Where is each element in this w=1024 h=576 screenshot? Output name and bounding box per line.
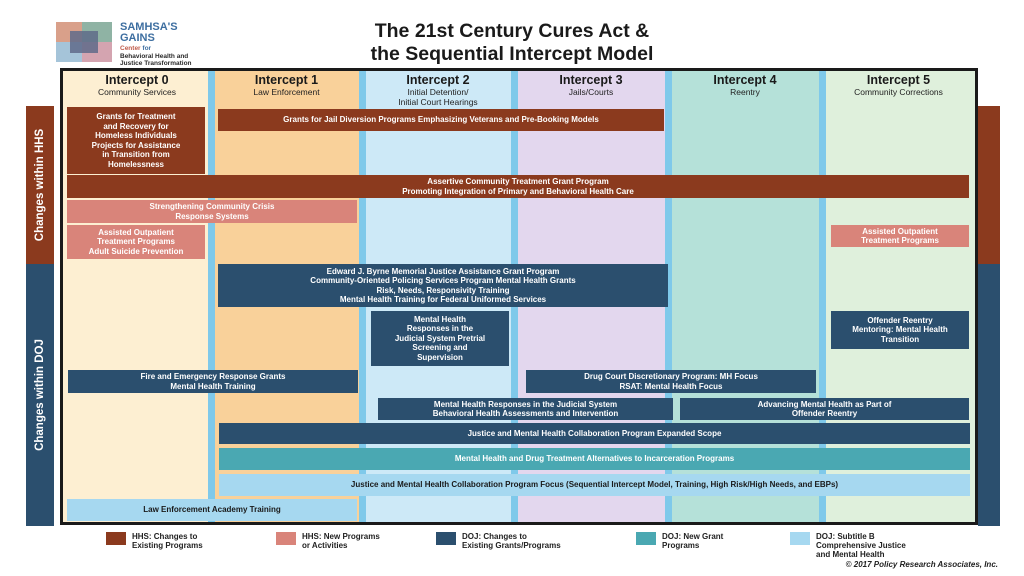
program-line: Homelessness <box>107 159 164 169</box>
program-jmhcp-focus <box>219 474 970 496</box>
program-line: Responses in the <box>406 324 474 334</box>
program-line: Mentoring: Mental Health <box>852 325 948 335</box>
program-line: Projects for Assistance <box>91 140 181 150</box>
program-aot-suicide-prevention <box>67 225 205 259</box>
intercept-3-subtitle: Jails/Courts <box>568 87 614 97</box>
program-assertive-community-treatment <box>67 175 969 198</box>
legend-line: HHS: New Programs <box>302 532 380 541</box>
column-separator <box>208 71 215 522</box>
program-line: Offender Reentry <box>791 409 858 418</box>
program-line: Grants for Jail Diversion Programs Emphasizing Veterans and Pre-Booking Models <box>283 115 599 125</box>
program-line: Community-Oriented Policing Services Program Mental Health Grants <box>310 276 576 285</box>
program-line: and Recovery for <box>103 121 169 131</box>
intercept-1-header <box>211 73 362 97</box>
program-line: Transition <box>880 334 920 344</box>
doj-side-text: Changes within DOJ <box>34 339 46 451</box>
legend-label <box>302 532 422 550</box>
intercept-4-title: Intercept 4 <box>713 73 777 87</box>
program-homeless-grants <box>67 107 205 174</box>
intercept-0-subtitle: Community Services <box>98 87 176 97</box>
doj-side-bar-right <box>978 264 1000 526</box>
intercept-4-header <box>668 73 822 97</box>
program-line: Adult Suicide Prevention <box>88 246 184 256</box>
program-line: Law Enforcement Academy Training <box>143 505 281 515</box>
hhs-side-text: Changes within HHS <box>34 128 46 242</box>
legend-line: Comprehensive Justice <box>816 541 906 550</box>
legend-line: Existing Grants/Programs <box>462 541 561 550</box>
logo-sub-line2: Behavioral Health and <box>120 52 189 60</box>
intercept-5-subtitle: Community Corrections <box>854 87 943 97</box>
program-line: Response Systems <box>175 211 249 221</box>
legend-line: and Mental Health <box>816 550 885 559</box>
program-offender-reentry-mentoring <box>831 311 969 349</box>
program-line: Supervision <box>417 352 463 362</box>
intercept-4-subtitle: Reentry <box>730 87 760 97</box>
program-line: RSAT: Mental Health Focus <box>619 381 723 391</box>
legend-swatch <box>276 532 296 545</box>
page-title <box>280 20 744 66</box>
program-line: Assisted Outpatient <box>862 226 938 236</box>
program-line: Edward J. Byrne Memorial Justice Assistance Grant Program <box>326 266 560 276</box>
legend-swatch <box>106 532 126 545</box>
logo-sub-line3: Justice Transformation <box>120 60 192 67</box>
hhs-side-label <box>26 106 54 264</box>
program-line: Offender Reentry <box>867 315 933 325</box>
legend-line: Programs <box>662 541 700 550</box>
logo-name <box>120 22 178 44</box>
legend-label <box>662 532 782 550</box>
program-line: Risk, Needs, Responsivity Training <box>376 285 510 295</box>
program-line: Assertive Community Treatment Grant Program <box>427 177 609 186</box>
program-alternatives-to-incarceration <box>219 448 970 470</box>
program-line: Homeless Individuals <box>95 131 177 140</box>
intercept-5-header <box>822 73 975 97</box>
program-line: Mental Health Training for Federal Uniformed Services <box>339 295 547 304</box>
program-line: Strengthening Community Crisis <box>149 202 275 211</box>
program-line: Judicial System Pretrial <box>394 333 486 343</box>
logo-sub-line1b: for <box>142 45 152 52</box>
legend-line: or Activities <box>302 541 348 550</box>
logo-sub-line1: Center <box>120 45 141 52</box>
program-jail-diversion-grants <box>218 109 664 131</box>
program-line: Treatment Programs <box>861 236 939 245</box>
legend-swatch <box>436 532 456 545</box>
legend-line: Existing Programs <box>132 541 203 550</box>
intercept-1-subtitle: Law Enforcement <box>253 87 320 97</box>
program-line: Assisted Outpatient <box>98 227 174 237</box>
legend-label <box>816 532 936 559</box>
legend-line: DOJ: Changes to <box>462 532 527 541</box>
copyright-notice: © 2017 Policy Research Associates, Inc. <box>845 560 998 569</box>
intercept-2-subtitle-1: Initial Detention/ <box>407 87 469 97</box>
program-fire-emergency-grants <box>68 370 358 393</box>
logo-subtitle <box>120 45 250 68</box>
program-line: Treatment Programs <box>97 237 175 247</box>
program-line: in Transition from <box>102 150 170 159</box>
doj-side-label <box>26 264 54 526</box>
program-advancing-mental-health-reentry <box>680 398 969 420</box>
program-byrne-jag <box>218 264 668 307</box>
legend-line: HHS: Changes to <box>132 532 198 541</box>
intercept-2-title: Intercept 2 <box>406 73 470 87</box>
intercept-0-title: Intercept 0 <box>105 73 169 87</box>
program-drug-court-rsat <box>526 370 816 393</box>
program-line: Behavioral Health Assessments and Intervention <box>432 409 619 418</box>
intercept-1-title: Intercept 1 <box>254 73 319 87</box>
program-law-enforcement-academy <box>67 499 357 521</box>
intercept-0-header <box>63 73 211 97</box>
title-line2: the Sequential Intercept Model <box>370 43 654 65</box>
intercept-3-header <box>514 73 668 97</box>
logo-name-line1: SAMHSA'S <box>120 21 178 33</box>
program-judicial-system-assessments <box>378 398 673 420</box>
intercept-3-title: Intercept 3 <box>559 73 623 87</box>
legend-swatch <box>636 532 656 545</box>
legend-swatch <box>790 532 810 545</box>
program-community-crisis <box>67 200 357 223</box>
intercept-5-title: Intercept 5 <box>866 73 931 87</box>
program-line: Mental Health <box>413 314 466 324</box>
program-line: Screening and <box>412 343 468 353</box>
legend-line: DOJ: Subtitle B <box>816 532 875 541</box>
program-line: Fire and Emergency Response Grants <box>140 372 286 381</box>
program-line: Drug Court Discretionary Program: MH Focus <box>584 372 758 381</box>
gains-center-logo <box>56 22 246 66</box>
program-jmhcp-expanded-scope <box>219 423 970 444</box>
program-line: Advancing Mental Health as Part of <box>757 399 892 409</box>
program-line: Grants for Treatment <box>96 112 176 121</box>
legend-line: DOJ: New Grant <box>662 532 724 541</box>
hhs-side-bar-right <box>978 106 1000 264</box>
program-line: Promoting Integration of Primary and Behavioral Health Care <box>402 186 634 196</box>
intercept-diagram <box>60 68 978 525</box>
intercept-2-header <box>362 73 514 107</box>
title-line1: The 21st Century Cures Act & <box>374 20 650 42</box>
program-line: Mental Health Training <box>170 381 256 391</box>
program-aot-community-corrections <box>831 225 969 247</box>
program-line: Justice and Mental Health Collaboration Program Expanded Scope <box>467 428 722 438</box>
logo-squares-icon <box>56 22 114 64</box>
intercept-2-subtitle-2: Initial Court Hearings <box>398 97 478 107</box>
program-line: Mental Health and Drug Treatment Alternatives to Incarceration Programs <box>454 454 735 464</box>
program-line: Justice and Mental Health Collaboration Program Focus (Sequential Intercept Model, Training, High Risk/High Needs, and EBPs) <box>350 480 839 490</box>
program-pretrial-screening <box>371 311 509 366</box>
logo-name-line2: GAINS <box>120 32 155 44</box>
program-line: Mental Health Responses in the Judicial System <box>433 399 618 409</box>
legend-label <box>132 532 252 550</box>
legend-label <box>462 532 582 550</box>
